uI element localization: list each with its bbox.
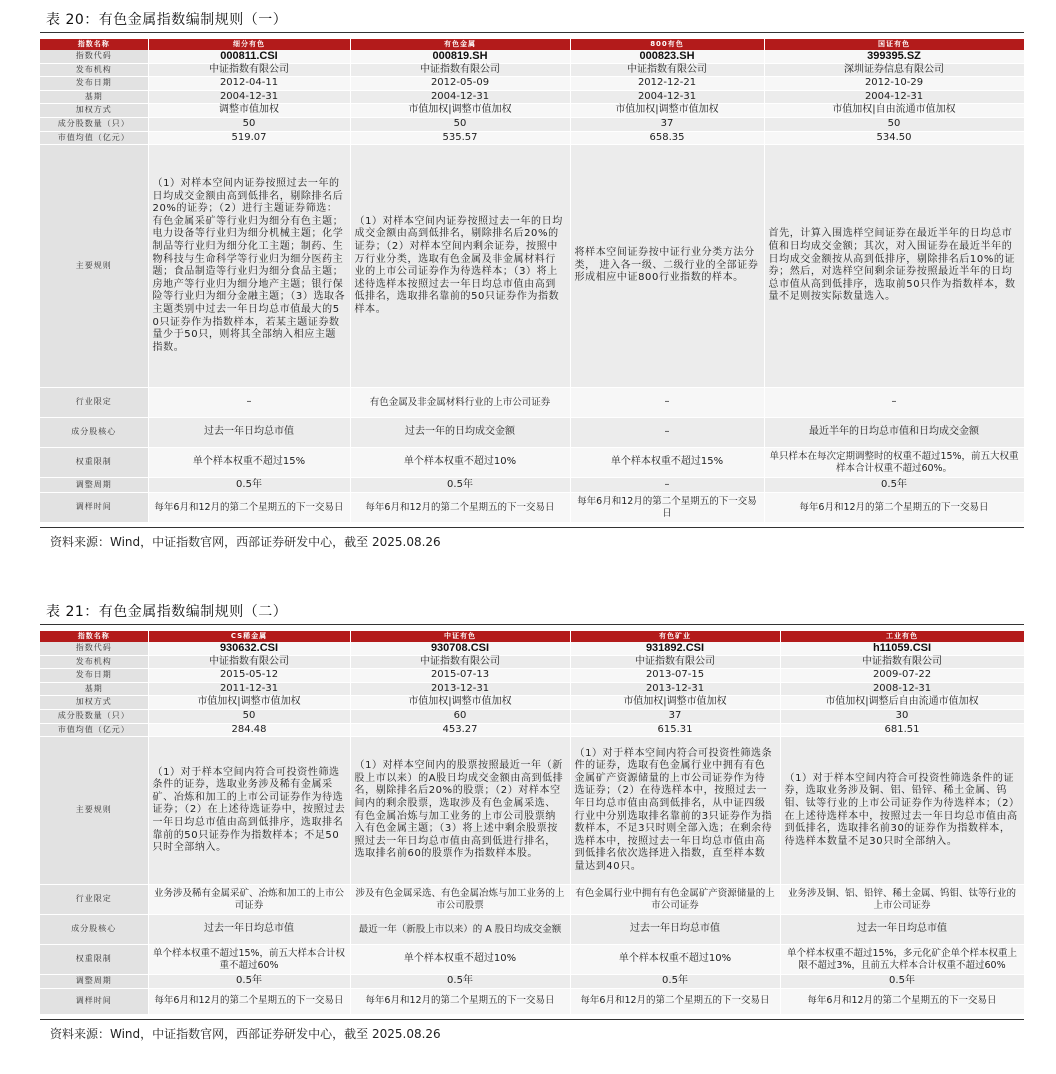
table-cell: 2008-12-31	[780, 682, 1024, 696]
row-label: 加权方式	[40, 696, 148, 710]
table-cell: 首先，计算入围选样空间证券在最近半年的日均总市值和日均成交金额；其次，对入围证券在最近半年的日均成交金额按从高到低排序，剔除排名后10%的证券；然后，对选样空间剩余证券按照最近半年的日均总市值从高到低排序，选取前50只作为指数样本，数量不足则按实际数量选入。	[764, 145, 1024, 388]
table-cell: 单个样本权重不超过15%	[148, 448, 350, 478]
table-cell: 535.57	[350, 131, 570, 145]
table-cell: 有色金属行业中拥有有色金属矿产资源储量的上市公司证券	[570, 885, 780, 915]
table-cell: 中证指数有限公司	[148, 655, 350, 669]
table-row	[40, 493, 1024, 523]
table-row	[40, 418, 1024, 448]
table-cell: 市值加权|调整市值加权	[350, 696, 570, 710]
table-cell: 0.5年	[764, 478, 1024, 493]
table-cell: 0.5年	[350, 478, 570, 493]
table-cell: 中证指数有限公司	[350, 655, 570, 669]
table-row	[40, 696, 1024, 710]
table-cell: 2004-12-31	[148, 90, 350, 104]
table-cell: （1）对于样本空间内符合可投资性筛选条件的证券，选取业务涉及稀有金属采矿、冶炼和加工的上市公司证券作为待选证券；（2）在上述待选证券中，按照过去一年日均总市值由高到低排序，选取排名靠前的50只证券作为指数样本；不足50只时全部纳入。	[148, 737, 350, 885]
table-cell: 有色金属及非金属材料行业的上市公司证券	[350, 388, 570, 418]
table-row	[40, 709, 1024, 723]
row-label: 基期	[40, 90, 148, 104]
table-row	[40, 655, 1024, 669]
table-cell: 2004-12-31	[764, 90, 1024, 104]
header-label: 指数名称	[40, 39, 148, 50]
table-cell: 2011-12-31	[148, 682, 350, 696]
table-cell: 中证指数有限公司	[570, 655, 780, 669]
table-cell: 中证指数有限公司	[780, 655, 1024, 669]
table-cell: 市值加权|调整市值加权	[148, 696, 350, 710]
row-label: 成分股数量（只）	[40, 709, 148, 723]
table-cell: 615.31	[570, 723, 780, 737]
table-cell: 2009-07-22	[780, 669, 1024, 683]
row-label: 指数代码	[40, 642, 148, 655]
index-rules-table-2	[40, 631, 1025, 1015]
row-label: 市值均值（亿元）	[40, 723, 148, 737]
row-label: 行业限定	[40, 885, 148, 915]
table-cell: 000811.CSI	[148, 50, 350, 63]
table-cell: 930708.CSI	[350, 642, 570, 655]
table-cell: 2004-12-31	[570, 90, 764, 104]
table-cell: –	[764, 388, 1024, 418]
column-header: 细分有色	[148, 39, 350, 50]
table-section-1	[40, 8, 1024, 556]
table-cell: 000823.SH	[570, 50, 764, 63]
table-cell: 50	[350, 117, 570, 131]
table-cell: 000819.SH	[350, 50, 570, 63]
table-cell: 每年6月和12月的第二个星期五的下一交易日	[570, 493, 764, 523]
table-cell: 涉及有色金属采选、有色金属冶炼与加工业务的上市公司股票	[350, 885, 570, 915]
table-cell: 每年6月和12月的第二个星期五的下一交易日	[148, 988, 350, 1014]
header-label: 指数名称	[40, 631, 148, 642]
table-cell: 每年6月和12月的第二个星期五的下一交易日	[780, 988, 1024, 1014]
table-cell: 37	[570, 117, 764, 131]
row-label: 调样时间	[40, 988, 148, 1014]
table-cell: 399395.SZ	[764, 50, 1024, 63]
table-cell: 单个样本权重不超过10%	[570, 945, 780, 975]
table-row	[40, 915, 1024, 945]
row-label: 成分股数量（只）	[40, 117, 148, 131]
table-header-row	[40, 631, 1024, 642]
row-label: 调整周期	[40, 478, 148, 493]
table-cell: 30	[780, 709, 1024, 723]
table-cell: 50	[764, 117, 1024, 131]
table-cell: 过去一年日均总市值	[148, 418, 350, 448]
table-cell: （1）对于样本空间内符合可投资性筛选条件的证券，选取业务涉及铜、铝、铅锌、稀土金属、钨钼、钛等行业的上市公司证券作为待选样本；（2）在上述待选样本中，按照过去一年日均总市值由高到低排名，选取排名前30的证券作为指数样本，待选样本数量不足30只时全部纳入。	[780, 737, 1024, 885]
table-row	[40, 117, 1024, 131]
table-row	[40, 478, 1024, 493]
table-cell: 单个样本权重不超过15%	[570, 448, 764, 478]
table-cell: 单只样本在每次定期调整时的权重不超过15%，前五大权重样本合计权重不超过60%。	[764, 448, 1024, 478]
table-cell: （1）对样本空间内的股票按照最近一年（新股上市以来）的A股日均成交金额由高到低排名，剔除排名后20%的股票；（2）对样本空间内的剩余股票，选取涉及有色金属采选、有色金属冶炼与加工业务的上市公司股票纳入有色金属主题；（3）将上述中剩余股票按照过去一年日均总市值由高到低进行排名，选取排名前60的股票作为指数样本股。	[350, 737, 570, 885]
table-cell: 0.5年	[780, 975, 1024, 989]
table-cell: （1）对于样本空间内符合可投资性筛选条件的证券，选取有色金属行业中拥有有色金属矿产资源储量的上市公司证券作为待选证券；（2）在待选样本中，按照过去一年日均总市值由高到低排名，从中证四级行业中分别选取排名靠前的3只证券作为指数样本，不足3只时则全部入选；在剩余待选样本中，按照过去一年日均总市值由高到低排名依次选择进入指数，直至样本数量达到40只。	[570, 737, 780, 885]
column-header: 有色矿业	[570, 631, 780, 642]
table-cell: 每年6月和12月的第二个星期五的下一交易日	[764, 493, 1024, 523]
table-cell: 50	[148, 709, 350, 723]
table-cell: 2012-12-21	[570, 77, 764, 91]
table-cell: 2012-10-29	[764, 77, 1024, 91]
table-cell: 0.5年	[570, 975, 780, 989]
table-cell: 过去一年日均总市值	[780, 915, 1024, 945]
table-cell: 0.5年	[350, 975, 570, 989]
table-cell: 453.27	[350, 723, 570, 737]
row-label: 主要规则	[40, 737, 148, 885]
table-row	[40, 975, 1024, 989]
table-cell: 每年6月和12月的第二个星期五的下一交易日	[350, 988, 570, 1014]
table-cell: 2015-07-13	[350, 669, 570, 683]
table-row	[40, 145, 1024, 388]
table-row	[40, 50, 1024, 63]
table-cell: –	[570, 418, 764, 448]
row-label: 行业限定	[40, 388, 148, 418]
row-label: 成分股核心	[40, 915, 148, 945]
table-row	[40, 131, 1024, 145]
row-label: 主要规则	[40, 145, 148, 388]
table-cell: 0.5年	[148, 478, 350, 493]
table-title: 表 21：有色金属指数编制规则（二）	[40, 600, 1024, 625]
row-label: 发布日期	[40, 669, 148, 683]
index-rules-table-1	[40, 39, 1025, 523]
table-cell: –	[570, 388, 764, 418]
table-cell: 调整市值加权	[148, 104, 350, 118]
table-row	[40, 388, 1024, 418]
table-row	[40, 63, 1024, 77]
table-row	[40, 669, 1024, 683]
row-label: 基期	[40, 682, 148, 696]
table-cell: 每年6月和12月的第二个星期五的下一交易日	[148, 493, 350, 523]
row-label: 调样时间	[40, 493, 148, 523]
source-note: 资料来源：Wind，中证指数官网，西部证券研发中心，截至 2025.08.26	[40, 1019, 1024, 1048]
table-cell: 930632.CSI	[148, 642, 350, 655]
table-cell: 2015-05-12	[148, 669, 350, 683]
table-cell: 2013-07-15	[570, 669, 780, 683]
table-row	[40, 945, 1024, 975]
column-header: 中证有色	[350, 631, 570, 642]
table-row	[40, 448, 1024, 478]
table-cell: （1）对样本空间内证券按照过去一年的日均成交金额由高到低排名，剔除排名后20%的证券；（2）对样本空间内剩余证券，按照中万行业分类，选取有色金属及非金属材料行业的上市公司证券作为待选样本；（3）将上述待选样本按照过去一年日均总市值由高到低排名，选取排名靠前的50只证券作为指数样本。	[350, 145, 570, 388]
table-cell: 最近半年的日均总市值和日均成交金额	[764, 418, 1024, 448]
table-cell: 2012-05-09	[350, 77, 570, 91]
row-label: 权重限制	[40, 448, 148, 478]
table-header-row	[40, 39, 1024, 50]
table-cell: 50	[148, 117, 350, 131]
column-header: 工业有色	[780, 631, 1024, 642]
column-header: 800有色	[570, 39, 764, 50]
table-cell: 单个样本权重不超过15%，多元化矿企单个样本权重上限不超过3%，且前五大样本合计权重不超过60%	[780, 945, 1024, 975]
column-header: 有色金属	[350, 39, 570, 50]
table-cell: 0.5年	[148, 975, 350, 989]
table-row	[40, 988, 1024, 1014]
table-cell: 过去一年日均总市值	[148, 915, 350, 945]
table-cell: –	[148, 388, 350, 418]
table-row	[40, 682, 1024, 696]
table-cell: 单个样本权重不超过10%	[350, 448, 570, 478]
source-note: 资料来源：Wind，中证指数官网，西部证券研发中心，截至 2025.08.26	[40, 527, 1024, 556]
row-label: 指数代码	[40, 50, 148, 63]
table-cell: 每年6月和12月的第二个星期五的下一交易日	[570, 988, 780, 1014]
table-title: 表 20：有色金属指数编制规则（一）	[40, 8, 1024, 33]
table-cell: h11059.CSI	[780, 642, 1024, 655]
column-header: 国证有色	[764, 39, 1024, 50]
table-cell: 市值加权|调整市值加权	[570, 104, 764, 118]
table-cell: 519.07	[148, 131, 350, 145]
table-cell: 2012-04-11	[148, 77, 350, 91]
row-label: 调整周期	[40, 975, 148, 989]
table-cell: 深圳证券信息有限公司	[764, 63, 1024, 77]
table-cell: 中证指数有限公司	[570, 63, 764, 77]
row-label: 市值均值（亿元）	[40, 131, 148, 145]
column-header: CS稀金属	[148, 631, 350, 642]
table-cell: 市值加权|自由流通市值加权	[764, 104, 1024, 118]
row-label: 加权方式	[40, 104, 148, 118]
table-cell: –	[570, 478, 764, 493]
row-label: 权重限制	[40, 945, 148, 975]
row-label: 成分股核心	[40, 418, 148, 448]
table-row	[40, 885, 1024, 915]
table-row	[40, 737, 1024, 885]
table-cell: 2013-12-31	[350, 682, 570, 696]
table-cell: 每年6月和12月的第二个星期五的下一交易日	[350, 493, 570, 523]
table-section-2	[40, 600, 1024, 1048]
table-row	[40, 77, 1024, 91]
table-cell: 业务涉及稀有金属采矿、冶炼和加工的上市公司证券	[148, 885, 350, 915]
table-row	[40, 642, 1024, 655]
table-cell: 将样本空间证券按中证行业分类方法分类， 进入各一级、二级行业的全部证券形成相应中证800行业指数的样本。	[570, 145, 764, 388]
row-label: 发布机构	[40, 655, 148, 669]
table-cell: 市值加权|调整市值加权	[350, 104, 570, 118]
table-cell: 业务涉及铜、铝、铅锌、稀土金属、钨钼、钛等行业的上市公司证券	[780, 885, 1024, 915]
table-cell: 681.51	[780, 723, 1024, 737]
table-cell: （1）对样本空间内证券按照过去一年的日均成交金额由高到低排名，剔除排名后20%的证券；（2）进行主题证券筛选：有色金属采矿等行业归为细分有色主题；电力设备等行业归为细分机械主题；化学制品等行业归为细分化工主题；制药、生物科技与生命科学等行业归为细分医药主题；食品制造等行业归为细分食品主题；房地产等行业归为细分地产主题；银行保险等行业归为细分金融主题；（3）选取各主题类别中过去一年日均总市值最大的50只证券作为指数样本，若某主题证券数量少于50只，则将其全部纳入相应主题指数。	[148, 145, 350, 388]
table-cell: 市值加权|调整市值加权	[570, 696, 780, 710]
table-row	[40, 104, 1024, 118]
table-cell: 37	[570, 709, 780, 723]
table-cell: 中证指数有限公司	[350, 63, 570, 77]
table-cell: 534.50	[764, 131, 1024, 145]
table-cell: 中证指数有限公司	[148, 63, 350, 77]
table-cell: 931892.CSI	[570, 642, 780, 655]
table-row	[40, 90, 1024, 104]
table-row	[40, 723, 1024, 737]
table-cell: 单个样本权重不超过10%	[350, 945, 570, 975]
table-cell: 2004-12-31	[350, 90, 570, 104]
table-cell: 60	[350, 709, 570, 723]
table-cell: 过去一年的日均成交金额	[350, 418, 570, 448]
table-cell: 284.48	[148, 723, 350, 737]
table-cell: 最近一年（新股上市以来）的 A 股日均成交金额	[350, 915, 570, 945]
table-cell: 2013-12-31	[570, 682, 780, 696]
table-cell: 市值加权|调整后自由流通市值加权	[780, 696, 1024, 710]
table-cell: 单个样本权重不超过15%，前五大样本合计权重不超过60%	[148, 945, 350, 975]
row-label: 发布日期	[40, 77, 148, 91]
table-cell: 658.35	[570, 131, 764, 145]
table-cell: 过去一年日均总市值	[570, 915, 780, 945]
row-label: 发布机构	[40, 63, 148, 77]
